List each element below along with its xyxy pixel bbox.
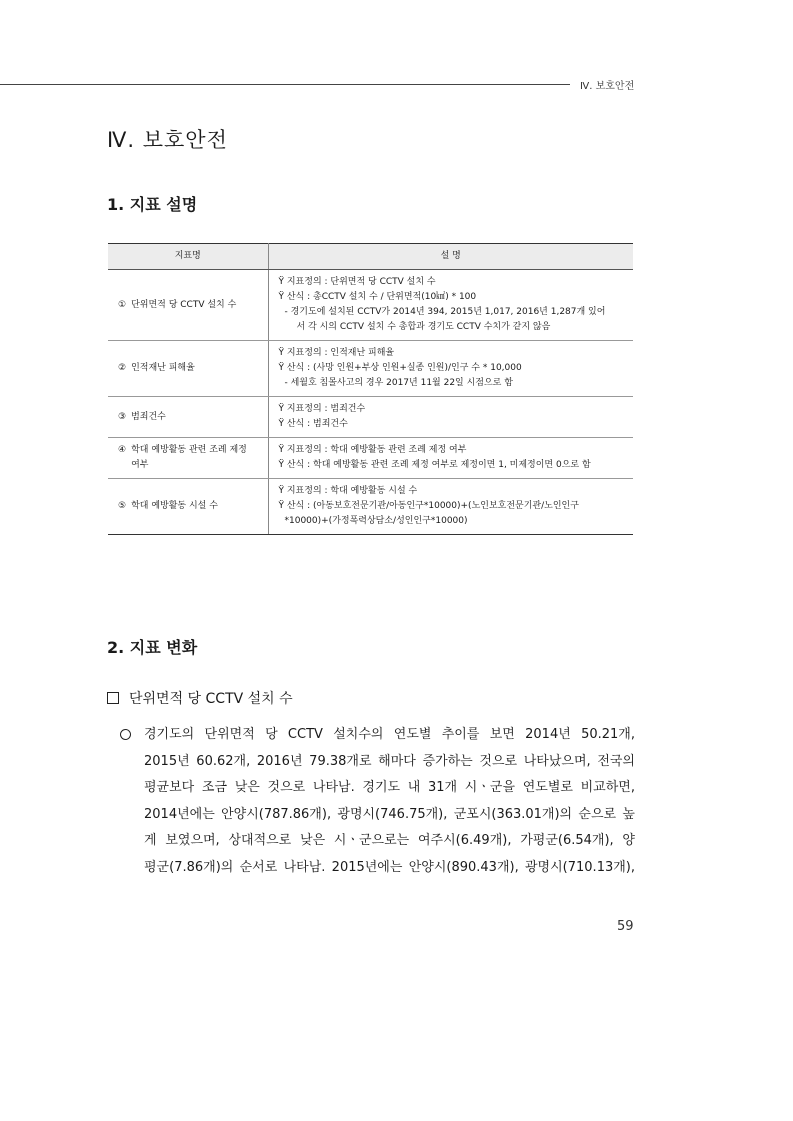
running-header: Ⅳ. 보호안전	[580, 81, 635, 92]
indicator-name-line: 학대 예방활동 관련 조례 제정	[131, 445, 247, 455]
paragraph-line: 평군(7.86개)의 순서로 나타남. 2015년에는 안양시(890.43개), 광명시(710.13개),	[144, 859, 635, 875]
section-title-indicator-description: 1. 지표 설명	[107, 195, 198, 214]
indicator-name-cell	[108, 270, 268, 341]
description-line: Ÿ 산식 : (사망 인원+부상 인원+실종 인원)/인구 수 * 10,000	[278, 363, 522, 373]
description-line: Ÿ 지표정의 : 범죄건수	[278, 404, 366, 414]
description-line: - 경기도에 설치된 CCTV가 2014년 394, 2015년 1,017, 2016년 1,287개 있어	[284, 307, 606, 317]
description-line: Ÿ 산식 : (아동보호전문기관/아동인구*10000)+(노인보호전문기관/노인인구	[278, 501, 579, 511]
indicator-description-cell	[268, 479, 633, 535]
paragraph-line: 평균보다 조금 낮은 것으로 나타남. 경기도 내 31개 시ㆍ군을 연도별로 비교하면,	[144, 780, 635, 795]
indicator-name	[131, 361, 195, 376]
subsection-title: 단위면적 당 CCTV 설치 수	[129, 691, 293, 707]
chapter-title: Ⅳ. 보호안전	[107, 128, 228, 152]
item-number: ④	[118, 445, 127, 455]
table-row	[108, 270, 633, 341]
indicator-name	[131, 298, 236, 313]
indicator-name	[131, 410, 166, 425]
description-line: Ÿ 지표정의 : 인적재난 피해율	[278, 348, 395, 358]
indicator-name-line: 여부	[131, 460, 149, 470]
item-number: ①	[118, 299, 127, 310]
description-line: *10000)+(가정폭력상담소/성인인구*10000)	[284, 516, 468, 526]
indicator-description-cell	[268, 270, 633, 341]
description-line: Ÿ 지표정의 : 학대 예방활동 관련 조례 제정 여부	[278, 445, 467, 455]
indicator-description-cell	[268, 341, 633, 397]
column-header-description: 설 명	[268, 244, 633, 270]
indicator-name-line: 인적재난 피해율	[131, 363, 195, 373]
description-line: Ÿ 산식 : 범죄건수	[278, 419, 348, 429]
description-line: Ÿ 산식 : 학대 예방활동 관련 조례 제정 여부로 제정이면 1, 미제정이면 0으로 함	[278, 460, 591, 470]
table-header-row	[108, 244, 633, 270]
indicator-name-cell	[108, 397, 268, 438]
indicator-name-cell	[108, 341, 268, 397]
paragraph-line: 2014년에는 안양시(787.86개), 광명시(746.75개), 군포시(363.01개)의 순으로 높	[144, 806, 635, 822]
item-number: ②	[118, 363, 127, 373]
circle-bullet-icon	[120, 729, 131, 740]
table-row	[108, 438, 633, 479]
indicator-name-line: 단위면적 당 CCTV 설치 수	[131, 299, 237, 310]
table-row	[108, 397, 633, 438]
indicator-description-cell	[268, 397, 633, 438]
page-number: 59	[617, 919, 634, 934]
indicator-name	[131, 499, 218, 514]
table-row	[108, 341, 633, 397]
indicator-description-cell	[268, 438, 633, 479]
indicator-name-line: 학대 예방활동 시설 수	[131, 501, 218, 511]
paragraph-line: 2015년 60.62개, 2016년 79.38개로 해마다 증가하는 것으로 나타났으며, 전국의	[144, 753, 635, 769]
indicator-name-cell	[108, 438, 268, 479]
description-line: 서 각 시의 CCTV 설치 수 총합과 경기도 CCTV 수치가 같지 않음	[296, 322, 551, 332]
item-number: ③	[118, 411, 127, 422]
subsection-heading	[107, 688, 293, 708]
column-header-indicator-name: 지표명	[108, 244, 268, 270]
section-title-indicator-change: 2. 지표 변화	[107, 638, 198, 657]
paragraph-line: 게 보였으며, 상대적으로 낮은 시ㆍ군으로는 여주시(6.49개), 가평군(6.54개), 양	[144, 833, 635, 848]
description-line: Ÿ 지표정의 : 단위면적 당 CCTV 설치 수	[278, 277, 436, 287]
indicator-name-cell	[108, 479, 268, 535]
square-bullet-icon	[107, 692, 119, 704]
paragraph-line: 경기도의 단위면적 당 CCTV 설치수의 연도별 추이를 보면 2014년 50.21개,	[144, 727, 635, 742]
indicator-name	[131, 443, 247, 473]
description-line: Ÿ 지표정의 : 학대 예방활동 시설 수	[278, 486, 418, 496]
indicator-name-line: 범죄건수	[131, 411, 166, 422]
description-line: Ÿ 산식 : 총CCTV 설치 수 / 단위면적(10㎢) * 100	[278, 292, 477, 302]
header-rule	[0, 84, 570, 85]
indicator-table	[108, 243, 633, 535]
table-row	[108, 479, 633, 535]
description-line: - 세월호 침몰사고의 경우 2017년 11월 22일 시점으로 함	[284, 378, 513, 388]
item-number: ⑤	[118, 501, 127, 511]
body-paragraph	[120, 722, 635, 881]
